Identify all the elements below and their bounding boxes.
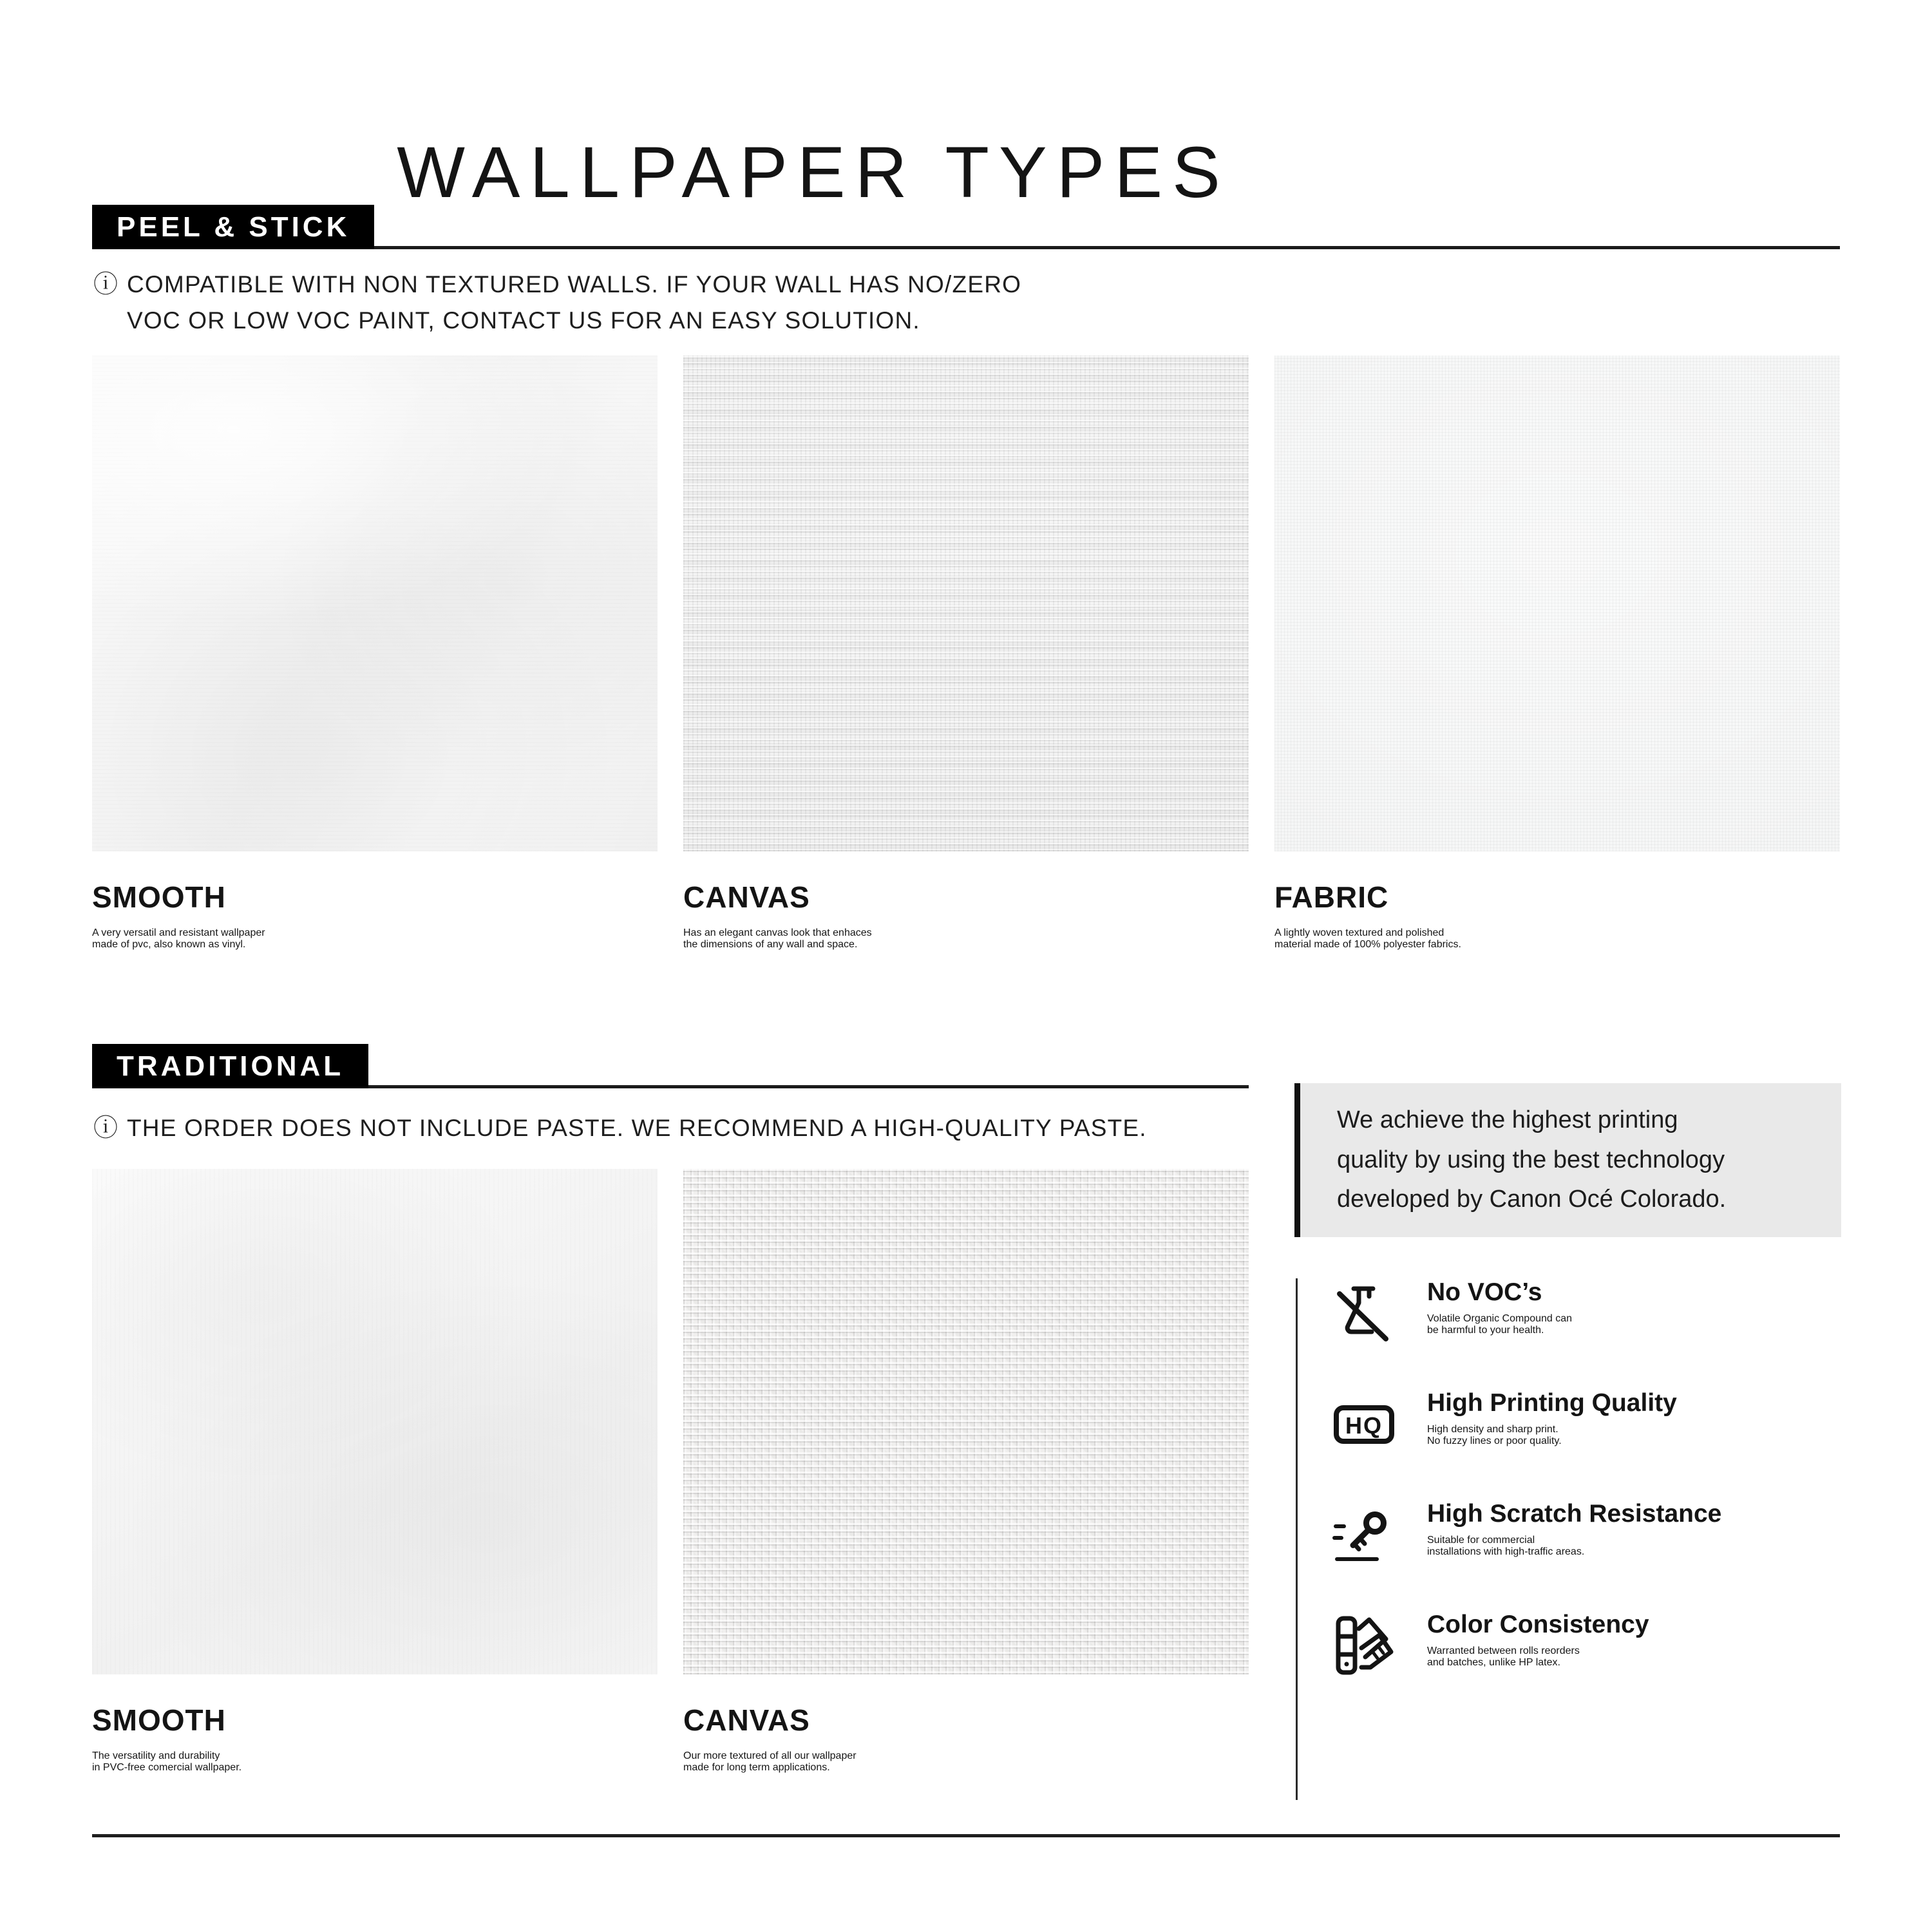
feature-description-line: and batches, unlike HP latex. [1427, 1657, 1560, 1668]
swatch-name: SMOOTH [92, 1703, 226, 1737]
swatch-description-line: A very versatil and resistant wallpaper [92, 927, 265, 938]
swatch-card [683, 1169, 1249, 1786]
swatch-description-line: in PVC-free comercial wallpaper. [92, 1762, 242, 1773]
feature-description-line: No fuzzy lines or poor quality. [1427, 1435, 1562, 1446]
peel-stick-info-note [93, 267, 1059, 338]
feature-description-line: Warranted between rolls reorders [1427, 1645, 1580, 1656]
color-consistency-swatches-icon [1332, 1613, 1396, 1678]
smooth-texture-image [92, 355, 658, 851]
quality-note-line: developed by Canon Océ Colorado. [1337, 1186, 1727, 1213]
feature-description-line: installations with high-traffic areas. [1427, 1546, 1585, 1557]
info-icon: ⓘ [93, 1115, 119, 1142]
peel-stick-swatch-row [92, 355, 1840, 963]
info-icon: ⓘ [93, 271, 119, 298]
swatch-card [92, 355, 658, 963]
peel-stick-section-header [92, 203, 1840, 249]
canvas-texture-image [683, 1169, 1249, 1674]
feature-title: No VOC’s [1427, 1278, 1542, 1306]
quality-note-line: We achieve the highest printing [1337, 1106, 1678, 1133]
feature-description-line: be harmful to your health. [1427, 1325, 1544, 1336]
swatch-name: CANVAS [683, 880, 810, 914]
feature-description-line: High density and sharp print. [1427, 1424, 1558, 1435]
quality-note-line: quality by using the best technology [1337, 1146, 1725, 1173]
feature-item-scratch-resistance [1332, 1500, 1842, 1567]
traditional-info-note [93, 1110, 1253, 1147]
traditional-badge: TRADITIONAL [92, 1044, 368, 1088]
hq-icon-label: HQ [1345, 1412, 1383, 1439]
printing-quality-callout [1294, 1083, 1841, 1237]
canvas-texture-image [683, 355, 1249, 851]
feature-title: High Scratch Resistance [1427, 1500, 1722, 1528]
swatch-card [683, 355, 1249, 963]
no-voc-flask-icon [1332, 1281, 1396, 1345]
page-title: WALLPAPER TYPES [397, 132, 1230, 213]
info-line: VOC OR LOW VOC PAINT, CONTACT US FOR AN EASY SOLUTION. [127, 307, 920, 334]
swatch-name: FABRIC [1274, 880, 1389, 914]
swatch-description-line: the dimensions of any wall and space. [683, 939, 858, 950]
info-line: COMPATIBLE WITH NON TEXTURED WALLS. IF YOUR WALL HAS NO/ZERO [127, 271, 1022, 298]
feature-title: High Printing Quality [1427, 1389, 1677, 1417]
swatch-description-line: A lightly woven textured and polished [1274, 927, 1444, 938]
features-column [1296, 1278, 1842, 1800]
feature-item-printing-quality [1332, 1389, 1842, 1456]
traditional-swatch-row [92, 1169, 1249, 1786]
swatch-description-line: Has an elegant canvas look that enhaces [683, 927, 872, 938]
feature-title: Color Consistency [1427, 1611, 1649, 1638]
swatch-description-line: The versatility and durability [92, 1750, 220, 1761]
swatch-description-line: Our more textured of all our wallpaper [683, 1750, 857, 1761]
swatch-name: SMOOTH [92, 880, 226, 914]
info-line: THE ORDER DOES NOT INCLUDE PASTE. WE RECOMMEND A HIGH-QUALITY PASTE. [127, 1115, 1147, 1141]
scratch-resistance-key-icon [1332, 1502, 1396, 1567]
traditional-section-header [92, 1042, 1249, 1088]
swatch-description-line: made of pvc, also known as vinyl. [92, 939, 246, 950]
swatch-name: CANVAS [683, 1703, 810, 1737]
hq-print-quality-icon [1332, 1392, 1396, 1456]
feature-description-line: Volatile Organic Compound can [1427, 1313, 1573, 1324]
swatch-card [92, 1169, 658, 1786]
feature-item-no-voc [1332, 1278, 1842, 1345]
bottom-divider-rule [92, 1834, 1840, 1837]
peel-stick-badge: PEEL & STICK [92, 205, 374, 249]
swatch-card [1274, 355, 1840, 963]
feature-item-color-consistency [1332, 1611, 1842, 1678]
fabric-texture-image [1274, 355, 1840, 851]
swatch-description-line: material made of 100% polyester fabrics. [1274, 939, 1461, 950]
feature-description-line: Suitable for commercial [1427, 1535, 1535, 1546]
smooth-texture-image [92, 1169, 658, 1674]
swatch-description-line: made for long term applications. [683, 1762, 830, 1773]
